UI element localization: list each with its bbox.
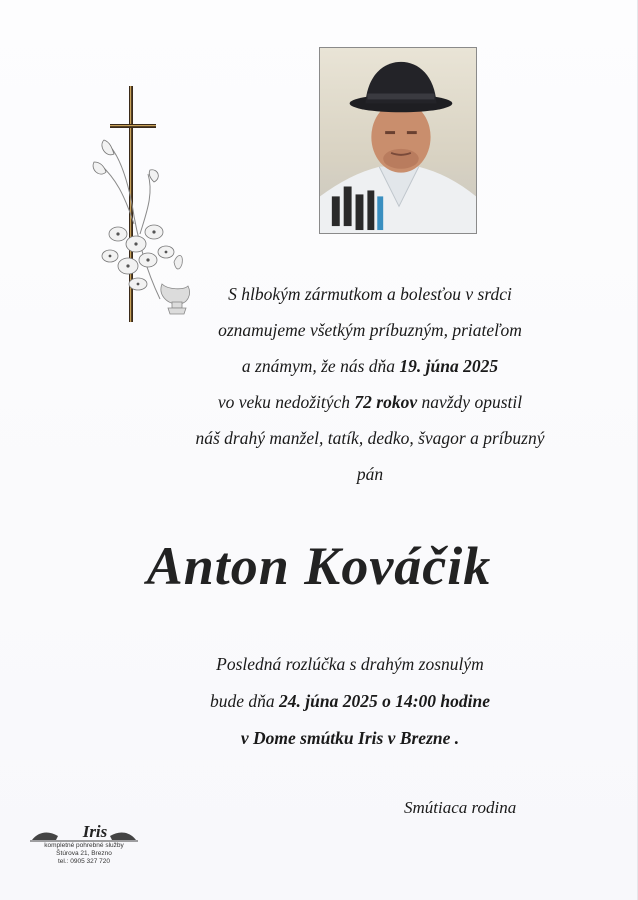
farewell-line-1: Posledná rozlúčka s drahým zosnulým: [216, 654, 484, 674]
signoff: Smútiaca rodina: [404, 798, 517, 817]
announcement-line-2: oznamujeme všetkým príbuzným, priateľom: [218, 320, 522, 340]
portrait-image: [320, 48, 476, 233]
funeral-home-logo: [28, 822, 140, 872]
deceased-name: Anton Kováčik: [146, 536, 492, 596]
farewell-datetime: 24. júna 2025 o 14:00 hodine: [279, 691, 491, 711]
farewell-line-2-text: bude dňa: [209, 691, 280, 711]
announcement-line-4-end: navždy opustil: [417, 392, 523, 412]
farewell-details: [150, 646, 550, 757]
date-of-death: 19. júna 2025: [399, 356, 499, 376]
announcement-line-5: náš drahý manžel, tatík, dedko, švagor a príbuzný: [195, 428, 545, 448]
portrait-photo: [319, 47, 477, 234]
announcement-text: [150, 276, 590, 492]
funeral-home-name: Iris: [82, 822, 108, 841]
announcement-line-3: [150, 348, 590, 384]
farewell-location: v Dome smútku Iris v Brezne .: [240, 728, 460, 748]
announcement-line-4-text: vo veku nedožitých: [217, 392, 355, 412]
announcement-line-3-text: a známym, že nás dňa: [241, 356, 400, 376]
announcement-line-4: [150, 384, 590, 420]
funeral-home-phone: tel.: 0905 327 720: [57, 858, 111, 865]
funeral-home-contact: [34, 842, 134, 866]
funeral-home-address: Štúrova 21, Brezno: [56, 850, 112, 857]
announcement-line-1: S hlbokým zármutkom a bolesťou v srdci: [228, 284, 512, 304]
age-at-death: 72 rokov: [354, 392, 418, 412]
announcement-line-6: pán: [356, 464, 384, 484]
funeral-home-subtitle: kompletné pohrebné služby: [44, 842, 124, 849]
farewell-line-2: [150, 683, 550, 720]
